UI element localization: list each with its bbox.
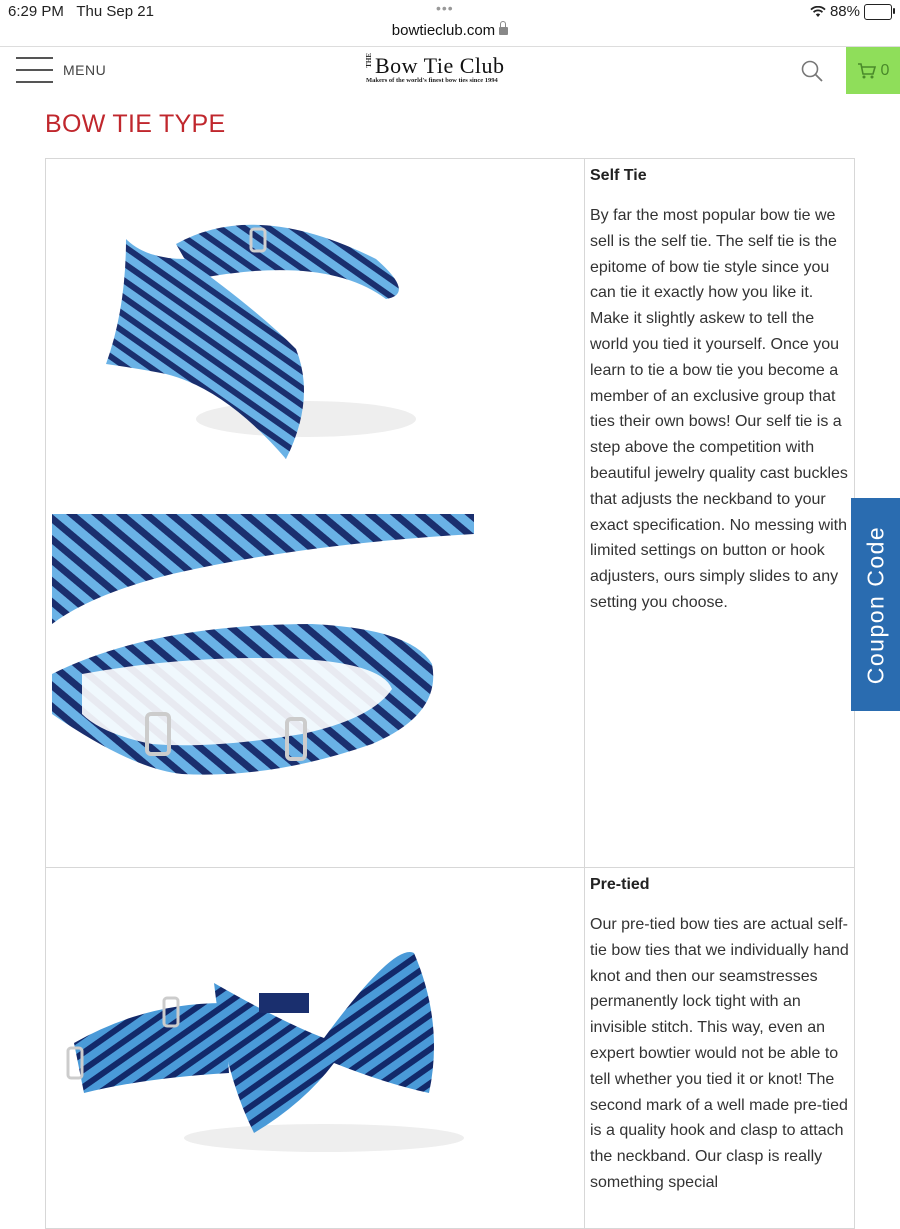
type-body: Our pre-tied bow ties are actual self-tie bow ties that we individually hand knot and then our seamstresses permanently lock tight with an invisible stitch. This way, even an expert bowtier would not be able to tell whether you tied it or knot! The second mark of a well made pre-tied is a quality hook and clasp to attach the neckband. Our clasp is really something special (590, 916, 849, 1191)
pre-tied-description (585, 868, 854, 1206)
type-body: By far the most popular bow tie we sell is the self tie. The self tie is the epitome of bow tie style since you can tie it exactly how you like it. Make it slightly askew to tell the world you tied it yourself. Once you learn to tie a bow tie you become a member of an exclusive group that ties their own bows! Our self tie is a step above the competition with beautiful jewelry quality cast buckles that adjusts the neckband to your exact specification. No messing with limited settings on button or hook adjusters, ours simply slides to any setting you choose. (590, 207, 848, 611)
site-header (0, 47, 900, 95)
menu-label: MENU (63, 62, 107, 78)
table-row (45, 868, 855, 1229)
cart-button[interactable] (846, 47, 900, 94)
menu-button[interactable] (16, 57, 106, 83)
url-text: bowtieclub.com (391, 22, 496, 39)
battery-percent: 88% (829, 3, 860, 20)
self-tie-description (585, 159, 854, 626)
self-tie-image-cell (46, 159, 585, 867)
self-tie-bow-tie-image (86, 199, 446, 469)
logo-the: THE (365, 53, 373, 68)
cart-icon (857, 62, 877, 80)
status-right (810, 3, 892, 20)
bow-tie-type-table (45, 158, 855, 1229)
status-time: 6:29 PM Thu Sep 21 (8, 3, 154, 20)
pre-tied-bow-tie-image (64, 943, 484, 1163)
coupon-code-tab[interactable] (851, 498, 900, 711)
search-icon[interactable] (800, 59, 824, 83)
pre-tied-image-cell (46, 868, 585, 1228)
self-tie-neckband-closeup-image (52, 514, 474, 784)
wifi-icon (810, 6, 826, 18)
status-bar (0, 0, 900, 24)
table-row (45, 158, 855, 868)
page-title: BOW TIE TYPE (45, 110, 226, 138)
battery-icon (864, 4, 892, 20)
hamburger-icon (16, 57, 53, 83)
multitasking-dots-icon[interactable]: ••• (436, 0, 454, 16)
site-logo[interactable] (366, 53, 536, 84)
logo-tagline: Makers of the world's finest bow ties since 1994 (366, 77, 498, 84)
address-bar[interactable] (0, 22, 900, 46)
type-title: Self Tie (590, 167, 647, 184)
type-title: Pre-tied (590, 876, 650, 893)
cart-count: 0 (880, 61, 890, 79)
lock-icon (499, 27, 508, 35)
coupon-code-label: Coupon Code (862, 525, 888, 684)
logo-name: Bow Tie Club (375, 53, 505, 78)
